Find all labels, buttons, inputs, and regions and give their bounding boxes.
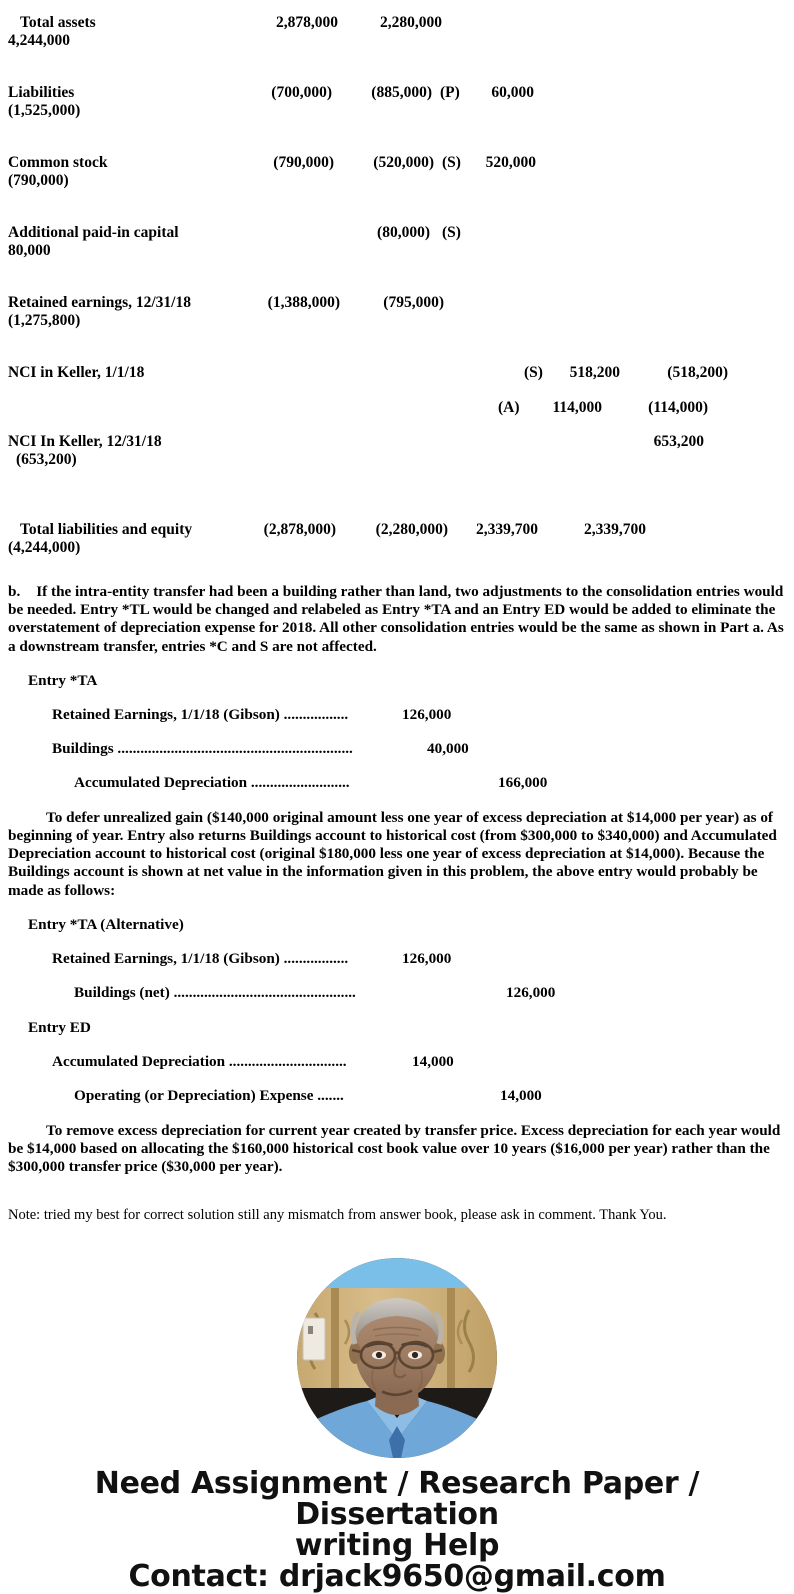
journal-entry-line [0, 1053, 794, 1071]
table-row [0, 224, 794, 260]
promo-footer [0, 1468, 794, 1592]
promo-line-2: writing Help [294, 1528, 500, 1564]
journal-debit-amount: 14,000 [412, 1052, 454, 1070]
journal-account-name: Accumulated Depreciation ............................... [52, 1052, 347, 1070]
entry-ta-block [0, 672, 794, 900]
part-b-marker: b. [8, 583, 21, 600]
row-credit-value: (518,200) [667, 364, 728, 381]
entry-ta-alternative-block [0, 916, 794, 1002]
row-sub-value: (80,000) [377, 224, 430, 241]
journal-debit-amount: 126,000 [402, 705, 452, 723]
row-entry-tag: (S) [524, 364, 543, 381]
journal-debit-amount: 40,000 [427, 739, 469, 757]
row-credit-value: 2,339,700 [584, 521, 646, 538]
table-row [0, 433, 794, 469]
table-row [0, 364, 794, 382]
row-credit-value: (114,000) [648, 399, 708, 416]
journal-account-name: Retained Earnings, 1/1/18 (Gibson) ................. [52, 705, 349, 723]
row-consolidated-value: (4,244,000) [8, 539, 81, 556]
row-label: Additional paid-in capital [8, 224, 179, 241]
row-parent-value: (2,878,000) [263, 521, 336, 538]
row-consolidated-value: (1,525,000) [8, 102, 81, 119]
row-parent-value: (790,000) [273, 154, 334, 171]
author-note: Note: tried my best for correct solution still any mismatch from answer book, please ask in comment. Thank You. [8, 1207, 667, 1224]
row-debit-value: 2,339,700 [476, 521, 538, 538]
entry-ed-explanation [0, 1122, 794, 1177]
entry-ed-explanation-text: To remove excess depreciation for current year created by transfer price. Excess depreciation for each year would be $14,000 based on allocating the $160,000 historical cost book value over 10 years ($16,000 per year) rather than the $300,000 transfer price ($30,000 per year). [8, 1121, 781, 1176]
journal-entry-line [0, 984, 794, 1002]
journal-credit-amount: 14,000 [500, 1086, 542, 1104]
row-parent-value: (700,000) [271, 84, 332, 101]
journal-entry-line [0, 950, 794, 968]
journal-credit-amount: 166,000 [498, 773, 548, 791]
row-label: NCI In Keller, 12/31/18 [8, 433, 162, 450]
journal-account-name: Accumulated Depreciation .......................... [74, 773, 350, 791]
journal-entry-line [0, 706, 794, 724]
row-entry-tag: (S) [442, 154, 461, 171]
entry-ta-title: Entry *TA [28, 671, 98, 689]
row-sub-value: 2,280,000 [380, 14, 442, 31]
entry-ta-alt-title: Entry *TA (Alternative) [28, 915, 184, 933]
row-entry-tag: (A) [498, 399, 520, 416]
row-entry-tag: (S) [442, 224, 461, 241]
row-entry-tag: (P) [440, 84, 460, 101]
promo-contact-email: Contact: drjack9650@gmail.com [128, 1559, 666, 1594]
table-row [0, 14, 794, 50]
row-parent-value: (1,388,000) [267, 294, 340, 311]
journal-debit-amount: 126,000 [402, 949, 452, 967]
entry-ed-title: Entry ED [28, 1018, 91, 1036]
row-sub-value: (520,000) [373, 154, 434, 171]
table-row [0, 521, 794, 557]
row-sub-value: (2,280,000) [375, 521, 448, 538]
promo-line-1: Need Assignment / Research Paper / Dissertation [94, 1466, 700, 1533]
row-debit-value: 60,000 [491, 84, 534, 101]
row-label: Common stock [8, 154, 108, 171]
journal-entry-line [0, 740, 794, 758]
row-label: NCI in Keller, 1/1/18 [8, 364, 145, 381]
consolidation-worksheet [0, 0, 794, 557]
journal-entry-line [0, 774, 794, 792]
row-consolidated-wrap [0, 32, 786, 50]
row-label: Retained earnings, 12/31/18 [8, 294, 191, 311]
avatar [297, 1258, 497, 1458]
row-parent-value: 2,878,000 [276, 14, 338, 31]
journal-entry-line [0, 1087, 794, 1105]
row-label: Liabilities [8, 84, 75, 101]
table-row [0, 84, 794, 120]
part-b-text: If the intra-entity transfer had been a building rather than land, two adjustments to the consolidation entries would be needed. Entry *TL would be changed and relabeled as Entry *TA and an Entry ED would be added to eliminate the overstatement of depreciation expense for 2018. All other consolidation entries would be the same as shown in Part a. As a downstream transfer, entries *C and S are not affected. [8, 583, 784, 655]
avatar-photo-icon [297, 1258, 497, 1458]
table-row [0, 399, 794, 417]
entry-ta-explanation-text: To defer unrealized gain ($140,000 original amount less one year of excess depreciation at $14,000 per year) as of beginning of year. Entry also returns Buildings account to historical cost (from $300,000 to $340,000) and Accumulated Depreciation account to historical cost (original $180,000 less one year of excess depreciation at $14,000). Because the Buildings account is shown at net value in the information given in this problem, the above entry would probably be made as follows: [8, 808, 777, 899]
row-label: Total assets [20, 14, 96, 31]
row-consolidated-value: (1,275,800) [8, 312, 81, 329]
row-consolidated-value: (653,200) [16, 451, 77, 468]
row-sub-value: (885,000) [371, 84, 432, 101]
table-row [0, 294, 794, 330]
entry-ta-explanation [0, 809, 794, 900]
row-consolidated-value: 80,000 [8, 242, 51, 259]
journal-account-name: Buildings .............................................................. [52, 739, 353, 757]
row-consolidated-value: 4,244,000 [8, 32, 70, 49]
avatar-container [0, 1258, 794, 1468]
row-credit-value: 653,200 [653, 433, 704, 450]
journal-account-name: Operating (or Depreciation) Expense ....... [74, 1086, 344, 1104]
row-consolidated-value: (790,000) [8, 172, 69, 189]
journal-account-name: Retained Earnings, 1/1/18 (Gibson) ................. [52, 949, 349, 967]
row-sub-value: (795,000) [383, 294, 444, 311]
row-label: Total liabilities and equity [20, 521, 193, 538]
journal-account-name: Buildings (net) ................................................ [74, 983, 356, 1001]
row-debit-value: 518,200 [569, 364, 620, 381]
journal-credit-amount: 126,000 [506, 983, 556, 1001]
part-b-paragraph [0, 583, 794, 656]
row-debit-value: 520,000 [485, 154, 536, 171]
entry-ed-block [0, 1019, 794, 1177]
table-row [0, 154, 794, 190]
row-debit-value: 114,000 [552, 399, 602, 416]
